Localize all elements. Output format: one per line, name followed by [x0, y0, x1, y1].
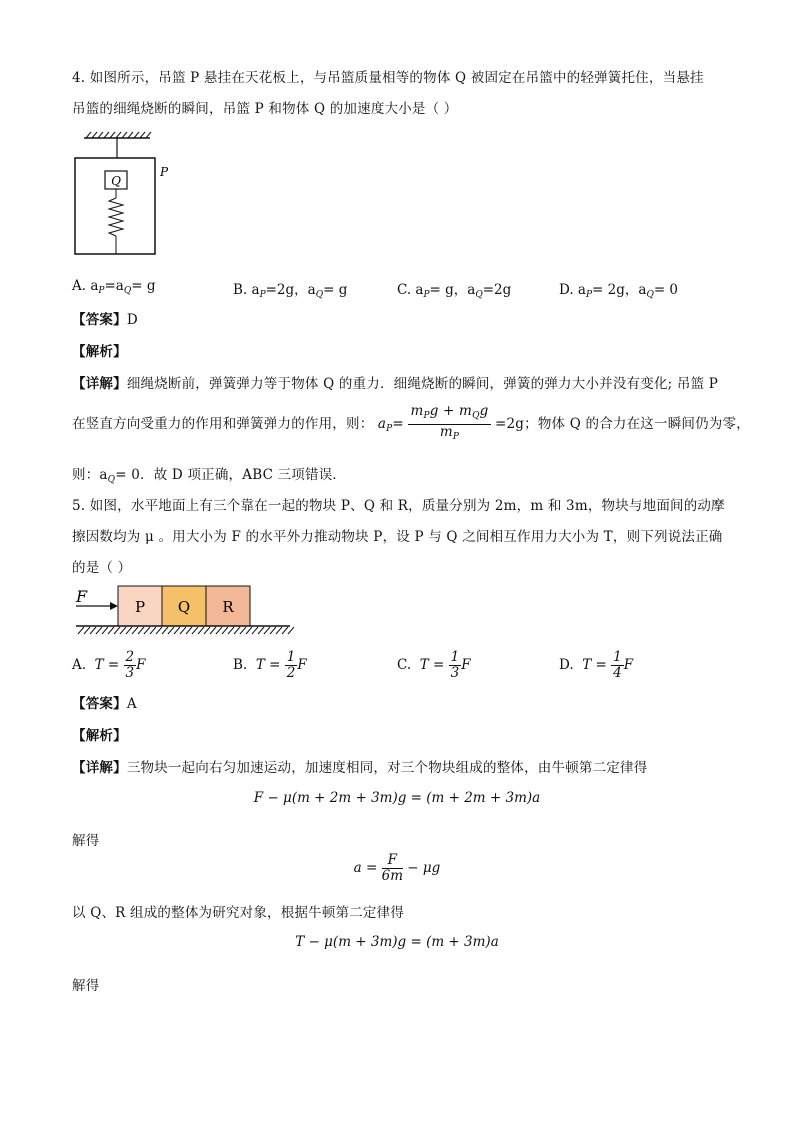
q4-detail-line1: 【详解】细绳烧断前，弹簧弹力等于物体 Q 的重力．细绳烧断的瞬间，弹簧的弹力大小并没有变化; 吊篮 P: [72, 376, 719, 392]
q4-detail-line3: 则：$a_Q= 0$．故 D 项正确，ABC 三项错误．: [72, 467, 347, 485]
q5-detail-line2: 以 Q、R 组成的整体为研究对象，根据牛顿第二定律得: [72, 905, 405, 921]
q5-figure-blocks: [72, 584, 294, 638]
q4-detail-line2: 在竖直方向受重力的作用和弹簧弹力的作用，则： $a_P=$ $\frac{m_Pg + m_Qg}{m_P}$ =2g；物体 Q 的合力在这一瞬间仍为零，: [72, 404, 750, 445]
q4-option-c: C. $a_P= g$，$a_Q=2g$: [397, 282, 512, 300]
q4-fraction: $\frac{m_Pg + m_Qg}{m_P}$: [410, 403, 489, 442]
q4-answer-value: D: [126, 312, 138, 328]
q5-equation-1: F − μ(m + 2m + 3m)g = (m + 2m + 3m)a: [253, 790, 541, 806]
q5-answer-tag: 【答案】: [72, 696, 127, 712]
block-r-label: R: [222, 598, 234, 616]
q5-force-label: F: [76, 587, 88, 606]
q5-solve-label-1: 解得: [72, 833, 100, 849]
q5-answer: [72, 692, 137, 712]
q4-answer: [72, 308, 138, 328]
block-q-label: Q: [177, 598, 191, 616]
q4-figure-basket: [72, 128, 192, 260]
q5-option-a: A. T = $\frac{2}{3}$ F: [72, 649, 146, 681]
q5-stem-line3: 的是（ ）: [72, 560, 132, 576]
q4-analysis-tag: 【解析】: [72, 344, 127, 360]
q4-basket-p-label: P: [160, 165, 169, 179]
q5-equation-2: a = $\frac{F}{6m}$ − μg: [353, 852, 441, 884]
q5-solve-label-2: 解得: [72, 978, 100, 994]
q5-option-c: C. T = $\frac{1}{3}$ F: [397, 649, 471, 681]
block-p-label: P: [134, 598, 146, 616]
q4-option-a: A. $a_P=a_Q= g$: [72, 278, 156, 296]
q5-option-d: D. T = $\frac{1}{4}$ F: [559, 649, 634, 681]
q5-option-b: B. T = $\frac{1}{2}$ F: [233, 649, 307, 681]
q4-stem-line1: 4. 如图所示，吊篮 P 悬挂在天花板上，与吊篮质量相等的物体 Q 被固定在吊篮中的轻弹簧托住，当悬挂: [72, 70, 704, 86]
q4-stem-line2: 吊篮的细绳烧断的瞬间，吊篮 P 和物体 Q 的加速度大小是（ ）: [72, 101, 458, 117]
q5-analysis-tag: 【解析】: [72, 728, 127, 744]
q4-answer-tag: 【答案】: [72, 312, 127, 328]
q5-detail-tag: 【详解】: [72, 760, 127, 776]
q4-detail-tag: 【详解】: [72, 376, 127, 392]
q5-stem-line1: 5. 如图，水平地面上有三个靠在一起的物块 P、Q 和 R，质量分别为 2m，m 和 3m，物块与地面间的动摩: [72, 498, 725, 514]
q5-answer-value: A: [126, 696, 137, 712]
q5-equation-3: T − μ(m + 3m)g = (m + 3m)a: [295, 934, 499, 950]
q4-option-d: D. $a_P= 2g$，$a_Q= 0$: [559, 282, 679, 300]
q4-block-q-label: Q: [111, 174, 121, 188]
q5-detail-line1: 【详解】三物块一起向右匀加速运动，加速度相同，对三个物块组成的整体，由牛顿第二定律得: [72, 760, 648, 776]
q4-option-b: B. $a_P=2g$，$a_Q= g$: [233, 282, 348, 300]
q5-stem-line2: 擦因数均为 μ 。用大小为 F 的水平外力推动物块 P，设 P 与 Q 之间相互作用力大小为 T，则下列说法正确: [72, 529, 723, 545]
